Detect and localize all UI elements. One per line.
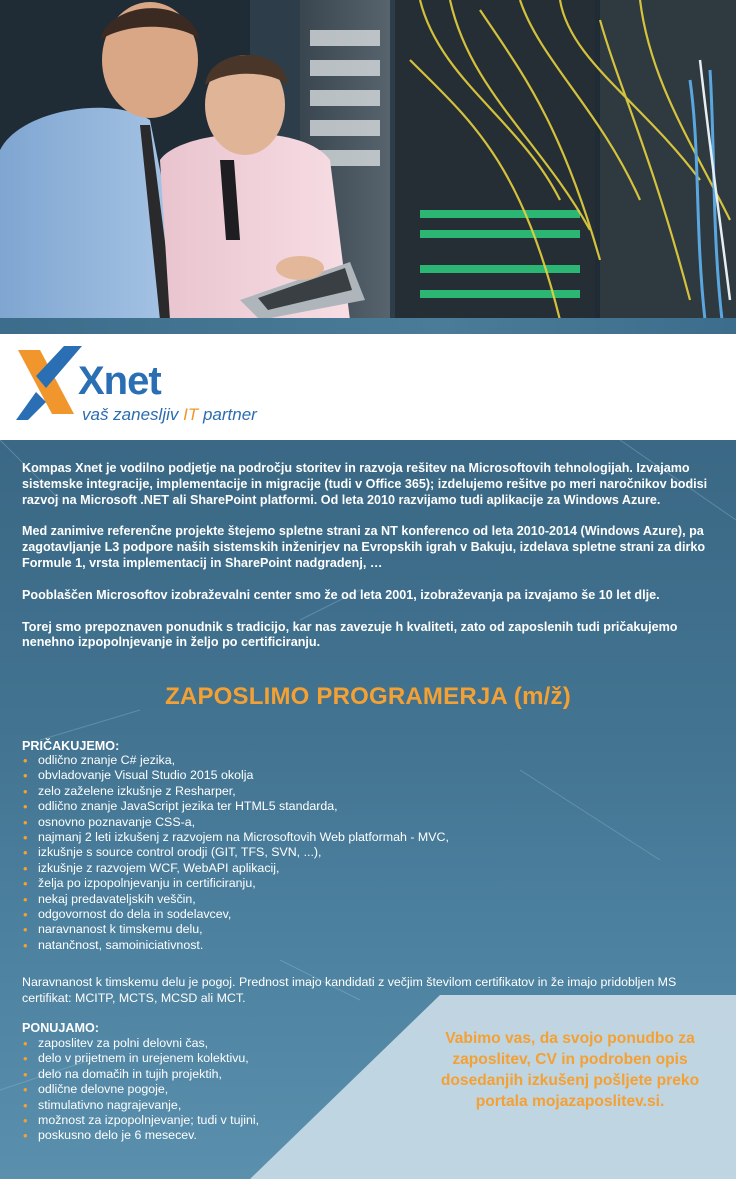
list-item: • izkušnje s source control orodji (GIT, TFS, SVN, ...), <box>23 845 322 861</box>
bullet-icon: • <box>23 1128 28 1144</box>
list-item: • odlično znanje JavaScript jezika ter HTML5 standarda, <box>23 799 338 815</box>
list-item: • zelo zaželene izkušnje z Resharper, <box>23 783 236 799</box>
apply-call-to-action: Vabimo vas, da svojo ponudbo za zaposlitev, CV in podroben opis dosedanjih izkušenj pošljete preko portala mojazaposlitev.si. <box>440 1030 700 1110</box>
intro-paragraph: Torej smo prepoznaven ponudnik s tradicijo, kar nas zavezuje h kvaliteti, zato od zaposlenih tudi pričakujemo nenehno izpopolnjevanje in željo po certificiranju. <box>22 619 678 650</box>
bullet-icon: • <box>23 1113 28 1129</box>
logo-band <box>0 334 736 440</box>
xnet-logo <box>16 342 286 432</box>
list-item: • odgovornost do dela in sodelavcev, <box>23 907 232 923</box>
xnet-x-icon <box>16 342 86 422</box>
logo-wordmark: Xnet <box>78 359 161 403</box>
bullet-icon: • <box>23 907 28 923</box>
company-intro <box>22 461 722 667</box>
list-item: • odlično znanje C# jezika, <box>23 753 176 768</box>
bullet-icon: • <box>23 753 28 768</box>
bullet-icon: • <box>23 845 28 861</box>
logo-tagline-it: IT <box>183 405 199 424</box>
list-item: • stimulativno nagrajevanje, <box>23 1097 182 1113</box>
bullet-icon: • <box>23 799 28 815</box>
bullet-icon: • <box>23 768 28 784</box>
job-ad-body <box>0 440 736 1179</box>
list-item: • nekaj predavateljskih veščin, <box>23 891 196 907</box>
server-room-photo-icon <box>0 0 736 320</box>
intro-paragraph: Kompas Xnet je vodilno podjetje na področju storitev in razvoja rešitev na Microsoftovih tehnologijah. Izvajamo sistemske integracije, implementacije in migracije (tudi v Office 365); izdelujemo rešitve po meri naročnikov bodisi razvoj na Microsoft .NET ali SharePoint platformi. Od leta 2010 razvijamo tudi aplikacije za Windows Azure. <box>22 461 708 507</box>
bullet-icon: • <box>23 1066 28 1082</box>
bullet-icon: • <box>23 783 28 799</box>
list-item: • natančnost, samoiniciativnost. <box>23 937 204 953</box>
list-item: • delo v prijetnem in urejenem kolektivu, <box>23 1051 249 1067</box>
bullet-icon: • <box>23 814 28 830</box>
bullet-icon: • <box>23 1051 28 1067</box>
list-item: • delo na domačih in tujih projektih, <box>23 1066 222 1082</box>
job-headline: ZAPOSLIMO PROGRAMERJA (m/ž) <box>165 683 571 710</box>
offer-title: PONUJAMO: <box>22 1021 99 1035</box>
bullet-icon: • <box>23 1097 28 1113</box>
offer-list <box>22 1036 259 1144</box>
list-item: • osnovno poznavanje CSS-a, <box>23 814 196 830</box>
list-item: • naravnanost k timskemu delu, <box>23 922 203 938</box>
list-item: • želja po izpopolnjevanju in certificiranju, <box>23 876 256 892</box>
list-item: • poskusno delo je 6 mesecev. <box>23 1128 197 1144</box>
bullet-icon: • <box>23 1036 28 1051</box>
hero-divider-band <box>0 318 736 334</box>
list-item: • možnost za izpopolnjevanje; tudi v tujini, <box>23 1113 260 1129</box>
requirement-note: Naravnanost k timskemu delu je pogoj. Prednost imajo kandidati z večjim številom certifikatov in že imajo pridobljen MS certifikat: MCITP, MCTS, MCSD ali MCT. <box>22 975 677 1005</box>
intro-paragraph: Pooblaščen Microsoftov izobraževalni center smo že od leta 2001, izobraževanja pa izvajamo še 10 let dlje. <box>22 587 660 602</box>
list-item: • najmanj 2 leti izkušenj z razvojem na Microsoftovih Web platformah - MVC, <box>23 830 449 846</box>
bullet-icon: • <box>23 1082 28 1098</box>
intro-paragraph: Med zanimive referenčne projekte štejemo spletne strani za NT konferenco od leta 2010-2014 (Windows Azure), pa zagotavljanje L3 podpore naših sistemskih inženirjev na Evropskih igrah v Bakuju, izdelava spletne strani za dirko Formule 1, vrsta implementacij in SharePoint nadgradenj, … <box>22 524 706 570</box>
bullet-icon: • <box>23 891 28 907</box>
bullet-icon: • <box>23 937 28 953</box>
bullet-icon: • <box>23 860 28 876</box>
list-item: • izkušnje z razvojem WCF, WebAPI aplikacij, <box>23 860 280 876</box>
expect-list <box>22 753 449 953</box>
list-item: • zaposlitev za polni delovni čas, <box>23 1036 209 1051</box>
hero-photo <box>0 0 736 320</box>
bullet-icon: • <box>23 922 28 938</box>
list-item: • odlične delovne pogoje, <box>23 1082 169 1098</box>
logo-tagline: vaš zanesljiv IT partner <box>82 405 257 424</box>
expect-title: PRIČAKUJEMO: <box>22 739 120 753</box>
bullet-icon: • <box>23 876 28 892</box>
bullet-icon: • <box>23 830 28 846</box>
list-item: • obvladovanje Visual Studio 2015 okolja <box>23 768 254 784</box>
